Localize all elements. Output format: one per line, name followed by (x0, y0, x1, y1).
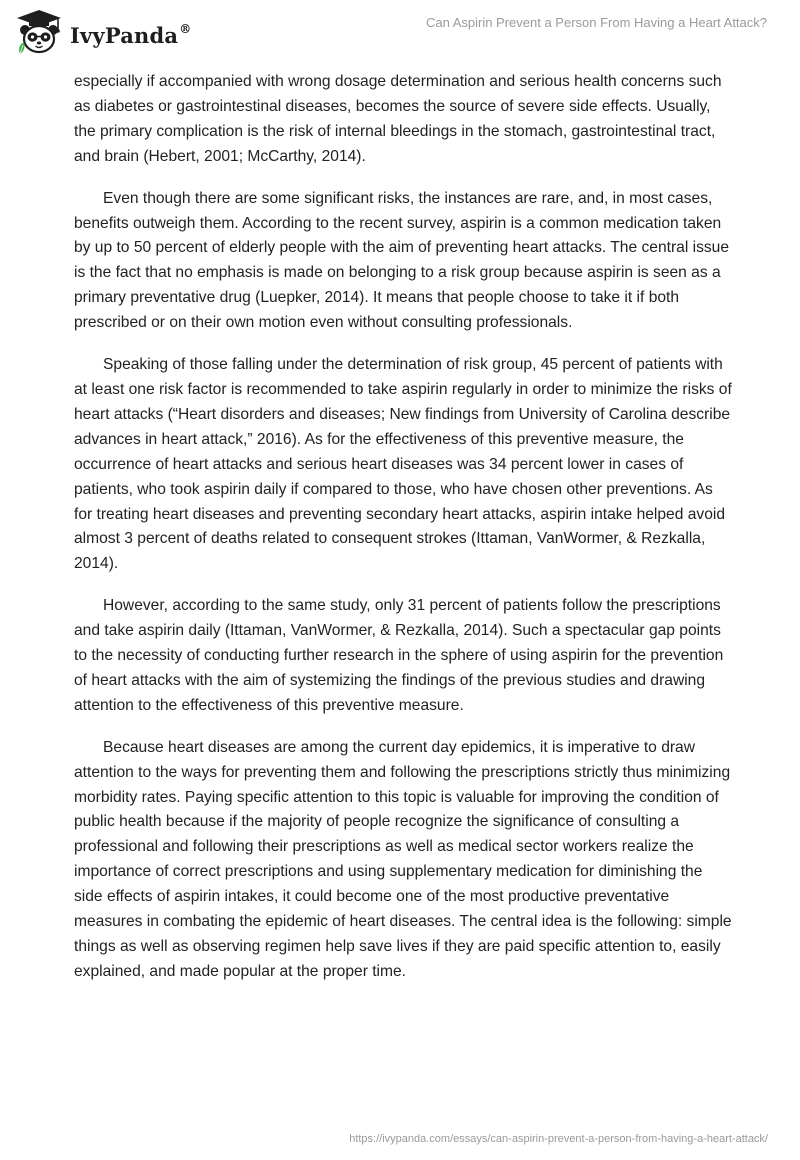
paragraph-1: especially if accompanied with wrong dosage determination and serious health concerns such as diabetes or gastrointestinal diseases, becomes the source of severe side effects. Usually, the primary complication is the risk of internal bleedings in the stomach, gastrointestinal tract, and brain (Hebert, 2001; McCarthy, 2014). (74, 73, 722, 165)
panda-graduate-icon (14, 8, 64, 58)
paragraph-5: Because heart diseases are among the current day epidemics, it is imperative to draw attention to the ways for preventing them and following the prescriptions strictly thus minimizing morbidity rates. Paying specific attention to this topic is valuable for improving the condition of public health because if the majority of people recognize the significance of consulting a professional and following their prescriptions as well as medical sector workers realize the importance of correct prescriptions and using supplementary medication for diminishing the side effects of aspirin intakes, it could become one of the most productive preventative measures in combating the epidemic of heart diseases. The central idea is the following: simple things as well as observing regimen help save lives if they are paid specific attention to, easily explained, and made popular at the proper time. (74, 738, 732, 980)
source-url[interactable]: https://ivypanda.com/essays/can-aspirin-prevent-a-person-from-having-a-heart-attack/ (349, 1133, 768, 1145)
paragraph-3: Speaking of those falling under the determination of risk group, 45 percent of patients with at least one risk factor is recommended to take aspirin regularly in order to minimize the risks of heart attacks (“Heart disorders and diseases; New findings from University of Carolina describe advances in heart attack,” 2016). As for the effectiveness of this preventive measure, the occurrence of heart attacks and serious heart diseases was 34 percent lower in cases of patients, who took aspirin daily if compared to those, who have chosen other preventions. As for treating heart diseases and preventing secondary heart attacks, aspirin intake helped avoid almost 3 percent of deaths related to consequent strokes (Ittaman, VanWormer, & Rezkalla, 2014). (74, 356, 732, 573)
brand-label: IvyPanda (70, 22, 179, 48)
page-header (0, 0, 800, 70)
paragraph-4: However, according to the same study, only 31 percent of patients follow the prescriptions and take aspirin daily (Ittaman, VanWormer, & Rezkalla, 2014). Such a spectacular gap points to the necessity of conducting further research in the sphere of using aspirin for the prevention of heart attacks with the aim of systemizing the findings of the previous studies and drawing attention to the effectiveness of this preventive measure. (74, 597, 724, 714)
essay-body (74, 70, 734, 1002)
registered-mark: ® (179, 21, 192, 36)
paragraph-2: Even though there are some significant risks, the instances are rare, and, in most cases, benefits outweigh them. According to the recent survey, aspirin is a common medication taken by up to 50 percent of elderly people with the aim of preventing heart attacks. The central issue is the fact that no emphasis is made on belonging to a risk group because aspirin is seen as a primary preventative drug (Luepker, 2014). It means that people choose to take it if both prescribed or on their own motion even without consulting professionals. (74, 189, 730, 332)
ivypanda-logo[interactable] (14, 8, 191, 58)
brand-name (70, 23, 191, 48)
document-title: Can Aspirin Prevent a Person From Having a Heart Attack? (425, 15, 767, 30)
